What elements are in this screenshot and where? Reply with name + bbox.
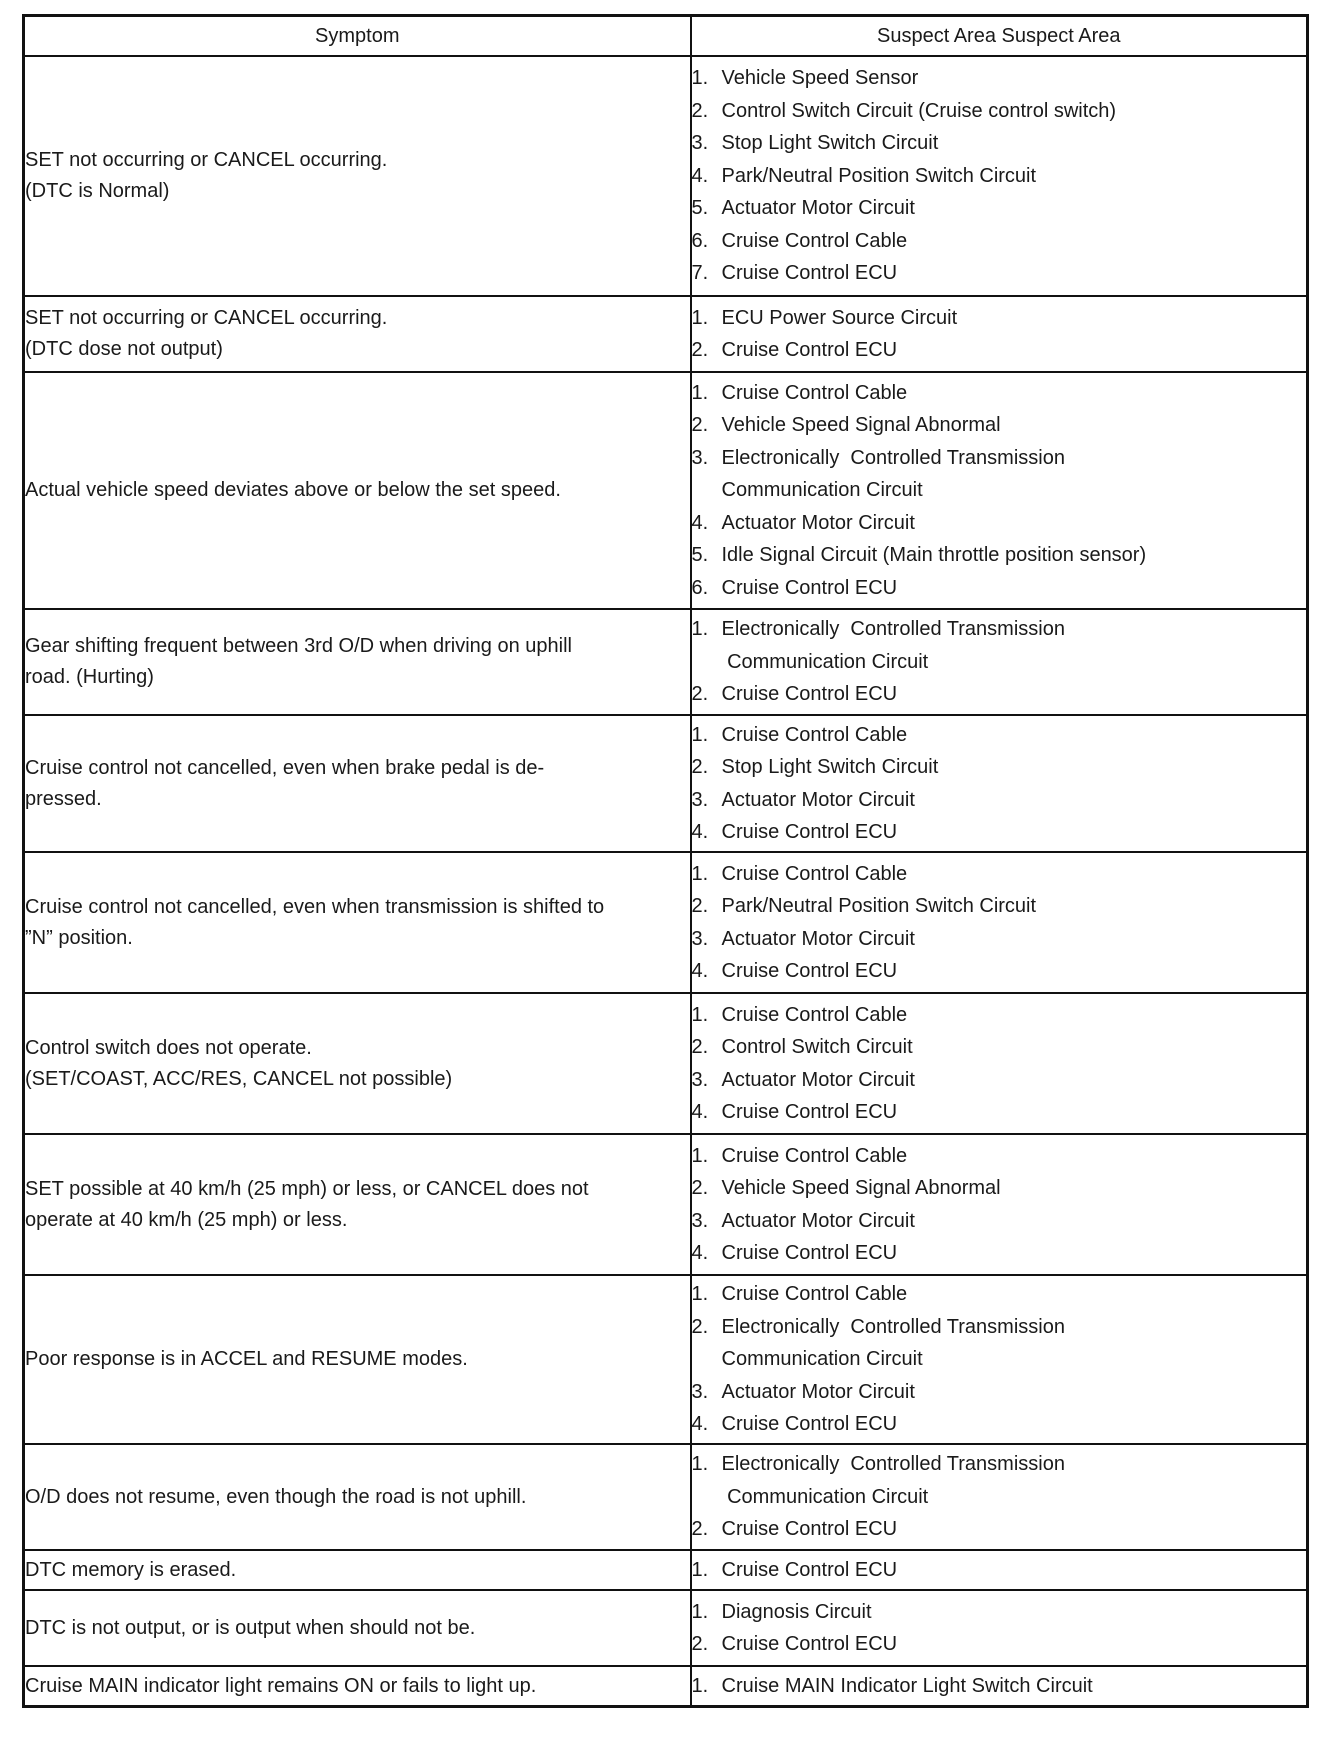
item-text: Actuator Motor Circuit [721,197,915,220]
symptom-text: SET not occurring or CANCEL occurring. [25,149,388,171]
item-text: Cruise Control Cable [721,229,908,252]
item-text: Diagnosis Circuit [721,1600,872,1623]
suspect-area-item [692,1064,1307,1097]
suspect-area-item-continuation [692,646,1307,679]
suspect-area-item [692,1096,1307,1129]
suspect-area-item [692,1554,1307,1587]
table-body [24,56,1308,1707]
item-number: 4. [691,821,709,843]
table-row [24,1444,1308,1550]
symptom-cell [24,296,691,372]
item-number: 1. [691,618,709,641]
item-number: 4. [691,511,709,534]
suspect-area-item [692,923,1307,956]
suspect-area-list [692,1140,1307,1270]
table-row [24,296,1308,372]
suspect-area-item [692,890,1307,923]
suspect-area-cell [691,372,1308,609]
suspect-area-item [692,507,1307,540]
suspect-area-item-continuation [692,1481,1307,1514]
item-number: 7. [691,262,709,285]
table-row [24,1666,1308,1707]
suspect-area-item [692,257,1307,290]
item-text: Cruise Control ECU [721,1242,898,1264]
suspect-area-item [692,816,1307,849]
symptom-cell [24,1275,691,1444]
table-row [24,1275,1308,1444]
table-row [24,1134,1308,1275]
item-text: Actuator Motor Circuit [721,1209,915,1232]
item-text: Electronically Controlled Transmission [721,1453,1065,1476]
item-number: 3. [691,788,709,811]
item-number: 3. [691,446,709,469]
item-number: 1. [691,862,709,885]
item-number: 2. [691,1518,709,1541]
suspect-area-column-header: Suspect Area Suspect Area [691,16,1308,57]
table-row [24,852,1308,993]
suspect-area-item [692,1278,1307,1311]
item-number: 1. [691,67,709,90]
symptom-cell [24,609,691,715]
item-number: 2. [691,683,709,706]
suspect-area-item [692,1311,1307,1344]
suspect-area-cell [691,1444,1308,1550]
item-text: Park/Neutral Position Switch Circuit [721,895,1037,917]
item-number: 2. [691,1177,709,1199]
item-text: Communication Circuit [721,479,923,502]
item-text: Communication Circuit [721,1348,923,1371]
suspect-area-item [692,1408,1307,1441]
item-number: 1. [691,1453,709,1476]
suspect-area-list [692,1554,1307,1587]
item-text: Cruise Control ECU [721,576,898,599]
item-text: Electronically Controlled Transmission [721,618,1065,641]
symptom-column-header: Symptom [24,16,691,57]
symptom-cell [24,1134,691,1275]
suspect-area-list [692,1448,1307,1546]
symptom-text: Gear shifting frequent between 3rd O/D when driving on uphill [25,635,572,657]
suspect-area-item [692,1031,1307,1064]
symptom-cell [24,1590,691,1666]
item-number: 6. [691,576,709,599]
suspect-area-list [692,62,1307,290]
item-number: 1. [691,1144,709,1167]
suspect-area-item [692,1513,1307,1546]
table-row [24,372,1308,609]
item-text: Cruise Control ECU [721,1413,898,1436]
item-number: 4. [691,164,709,187]
item-text: Stop Light Switch Circuit [721,132,939,155]
item-number [692,646,722,679]
symptom-text: (DTC is Normal) [25,180,170,202]
item-text: Cruise Control ECU [721,1101,898,1123]
item-text: Actuator Motor Circuit [721,1068,915,1091]
item-number: 4. [691,1413,709,1436]
item-number: 4. [691,1101,709,1123]
item-text: ECU Power Source Circuit [721,306,958,329]
item-text: Control Switch Circuit (Cruise control switch) [721,99,1117,122]
item-text: Cruise MAIN Indicator Light Switch Circuit [721,1674,1093,1697]
item-number [692,474,722,507]
item-text: Cruise Control ECU [721,683,898,706]
item-text: Cruise Control ECU [721,960,898,982]
suspect-area-item [692,858,1307,891]
table-row [24,715,1308,852]
symptom-text: ”N” position. [25,926,133,949]
suspect-area-item [692,572,1307,605]
suspect-area-cell [691,609,1308,715]
item-number: 1. [691,1674,709,1697]
item-number: 1. [691,723,709,746]
item-text: Cruise Control ECU [721,262,898,285]
item-text: Cruise Control Cable [721,862,908,885]
symptom-cell [24,1666,691,1707]
item-text: Actuator Motor Circuit [721,788,915,811]
table-row [24,56,1308,296]
item-text: Cruise Control ECU [721,339,898,361]
suspect-area-cell [691,1275,1308,1444]
suspect-area-cell [691,1134,1308,1275]
suspect-area-list [692,999,1307,1129]
table-row [24,1550,1308,1590]
symptom-text: Control switch does not operate. [25,1036,312,1059]
symptom-cell [24,1550,691,1590]
item-number: 4. [691,960,709,982]
symptom-text: Poor response is in ACCEL and RESUME modes. [25,1348,468,1370]
suspect-area-item [692,442,1307,475]
symptom-text: Cruise control not cancelled, even when brake pedal is de- [25,756,545,779]
suspect-area-item [692,784,1307,817]
page [22,14,1306,1708]
item-number: 1. [691,381,709,404]
item-text: Cruise Control ECU [721,1518,898,1541]
suspect-area-item-continuation [692,1343,1307,1376]
suspect-area-item [692,539,1307,572]
symptom-text: road. (Hurting) [25,666,154,688]
suspect-area-item [692,334,1307,367]
item-text: Electronically Controlled Transmission [721,446,1065,469]
suspect-area-item [692,1596,1307,1629]
suspect-area-item [692,160,1307,193]
suspect-area-item [692,62,1307,95]
item-number [692,1481,722,1514]
item-number: 2. [691,414,709,437]
suspect-area-cell [691,993,1308,1134]
item-text: Idle Signal Circuit (Main throttle position sensor) [721,544,1147,567]
item-number: 3. [691,1380,709,1403]
item-text: Communication Circuit [721,1485,929,1508]
item-text: Communication Circuit [721,650,929,673]
symptom-cell [24,715,691,852]
suspect-area-item [692,1205,1307,1238]
item-text: Actuator Motor Circuit [721,511,915,534]
item-number: 3. [691,132,709,155]
suspect-area-list [692,613,1307,711]
item-number: 4. [691,1242,709,1264]
symptom-text: operate at 40 km/h (25 mph) or less. [25,1208,348,1231]
item-text: Cruise Control Cable [721,1003,908,1026]
item-number: 1. [691,306,709,329]
item-text: Park/Neutral Position Switch Circuit [721,164,1037,187]
item-number: 2. [691,99,709,122]
suspect-area-list [692,1596,1307,1661]
suspect-area-cell [691,296,1308,372]
table-row [24,993,1308,1134]
item-number: 2. [691,1036,709,1058]
item-text: Control Switch Circuit [721,1036,913,1058]
suspect-area-list [692,858,1307,988]
item-number: 2. [691,339,709,361]
item-number: 1. [691,1558,709,1581]
suspect-area-item [692,1628,1307,1661]
symptom-text: Cruise MAIN indicator light remains ON or fails to light up. [25,1674,537,1697]
symptom-text: SET not occurring or CANCEL occurring. [25,307,388,329]
symptom-cell [24,993,691,1134]
item-number: 3. [691,1068,709,1091]
suspect-area-item [692,719,1307,752]
item-text: Vehicle Speed Sensor [721,67,919,90]
suspect-area-list [692,719,1307,849]
suspect-area-item [692,302,1307,335]
item-number: 2. [691,756,709,778]
item-text: Cruise Control Cable [721,381,908,404]
item-number: 1. [691,1283,709,1306]
suspect-area-item [692,999,1307,1032]
suspect-area-item [692,1237,1307,1270]
item-text: Cruise Control ECU [721,1558,898,1581]
item-number: 6. [691,229,709,252]
suspect-area-cell [691,1590,1308,1666]
item-number [692,1343,722,1376]
item-number: 1. [691,1003,709,1026]
symptom-text: Cruise control not cancelled, even when transmission is shifted to [25,895,605,918]
suspect-area-cell [691,56,1308,296]
item-number: 1. [691,1600,709,1623]
suspect-area-item [692,409,1307,442]
item-text: Stop Light Switch Circuit [721,756,939,778]
suspect-area-item [692,127,1307,160]
item-text: Cruise Control ECU [721,1633,898,1655]
item-text: Vehicle Speed Signal Abnormal [721,414,1001,437]
symptom-cell [24,852,691,993]
item-number: 2. [691,1315,709,1338]
suspect-area-item [692,613,1307,646]
suspect-area-cell [691,1550,1308,1590]
item-text: Cruise Control ECU [721,821,898,843]
suspect-area-list [692,377,1307,605]
item-text: Cruise Control Cable [721,1144,908,1167]
symptom-text: pressed. [25,787,102,810]
suspect-area-item [692,1140,1307,1173]
symptom-text: SET possible at 40 km/h (25 mph) or less, or CANCEL does not [25,1177,589,1200]
item-number: 5. [691,197,709,220]
suspect-area-item [692,1448,1307,1481]
symptom-cell [24,56,691,296]
suspect-area-item [692,678,1307,711]
troubleshooting-table [22,14,1309,1708]
suspect-area-item [692,95,1307,128]
symptom-text: (DTC dose not output) [25,338,223,360]
suspect-area-list [692,302,1307,367]
item-number: 2. [691,895,709,917]
item-number: 2. [691,1633,709,1655]
suspect-area-cell [691,715,1308,852]
table-row [24,609,1308,715]
symptom-text: DTC is not output, or is output when should not be. [25,1616,476,1639]
symptom-text: Actual vehicle speed deviates above or below the set speed. [25,479,561,501]
item-text: Electronically Controlled Transmission [721,1315,1065,1338]
item-text: Actuator Motor Circuit [721,1380,915,1403]
suspect-area-item-continuation [692,474,1307,507]
suspect-area-item [692,225,1307,258]
symptom-cell [24,372,691,609]
suspect-area-cell [691,852,1308,993]
suspect-area-list [692,1278,1307,1441]
suspect-area-cell [691,1666,1308,1707]
suspect-area-item [692,955,1307,988]
suspect-area-item [692,1670,1307,1703]
symptom-text: DTC memory is erased. [25,1558,237,1581]
suspect-area-item [692,751,1307,784]
item-text: Vehicle Speed Signal Abnormal [721,1177,1001,1199]
symptom-text: O/D does not resume, even though the road is not uphill. [25,1485,527,1508]
suspect-area-list [692,1670,1307,1703]
item-number: 3. [691,1209,709,1232]
table-row [24,1590,1308,1666]
suspect-area-item [692,377,1307,410]
item-text: Actuator Motor Circuit [721,927,915,950]
table-header-row [24,16,1308,57]
symptom-cell [24,1444,691,1550]
symptom-text: (SET/COAST, ACC/RES, CANCEL not possible) [25,1067,453,1090]
item-number: 3. [691,927,709,950]
suspect-area-item [692,1172,1307,1205]
item-text: Cruise Control Cable [721,1283,908,1306]
item-number: 5. [691,544,709,567]
item-text: Cruise Control Cable [721,723,908,746]
suspect-area-item [692,1376,1307,1409]
suspect-area-item [692,192,1307,225]
